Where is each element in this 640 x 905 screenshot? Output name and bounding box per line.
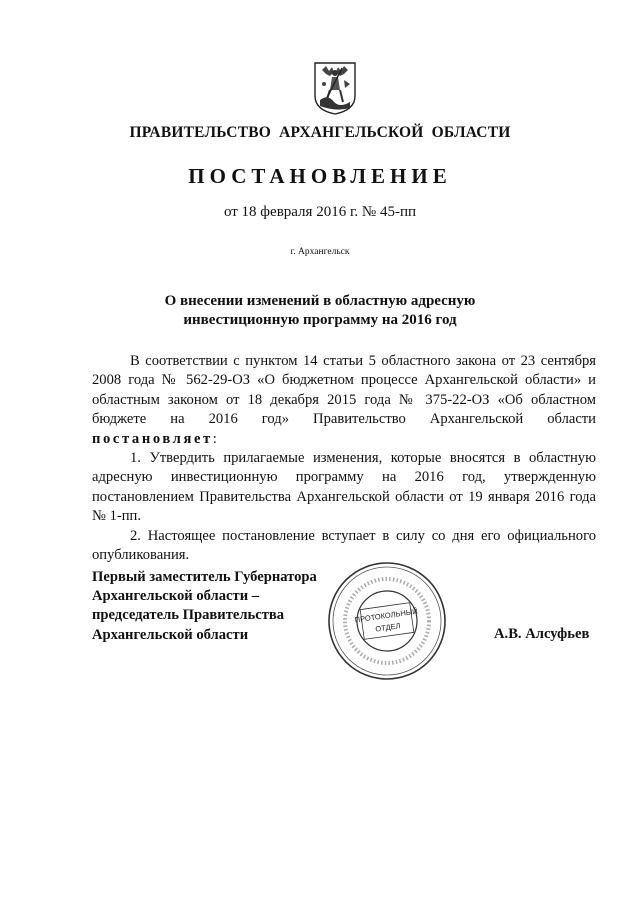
document-body — [92, 352, 596, 565]
document-subject — [0, 292, 640, 330]
paragraph-preamble — [92, 352, 596, 449]
signer-position-line: Первый заместитель Губернатора — [92, 569, 317, 585]
subject-line: О внесении изменений в областную адресную — [164, 293, 476, 309]
signer-position-line: Архангельской области – — [92, 588, 260, 605]
signer-name: А.В. Алсуфьев — [494, 626, 590, 642]
preamble-text: В соответствии с пунктом 14 статьи 5 областного закона от 23 сентября 2008 года № 562-29-ОЗ «О бюджетном процессе Архангельской области» и областным законом от 18 декабря 2015 года № 375-22-ОЗ «Об областном бюджете на 2016 год» Правительство Архангельской области — [92, 353, 596, 428]
preamble-colon: : — [212, 430, 217, 447]
signer-position — [92, 568, 317, 645]
city-label: г. Архангельск — [290, 247, 350, 257]
date-and-number: от 18 февраля 2016 г. № 45-пп — [223, 204, 417, 220]
paragraph-item-1: 1. Утвердить прилагаемые изменения, которые вносятся в областную адресную инвестиционную программу на 2016 год, утвержденную постановлением Правительства Архангельской области от 19 января 2016 года № 1-пп. — [92, 450, 596, 525]
stamp-text-line: ОТДЕЛ — [374, 621, 401, 634]
paragraph-item-2: 2. Настоящее постановление вступает в силу со дня его официального опубликования. — [92, 527, 596, 564]
stamp-text-line: ПРОТОКОЛЬНЫЙ — [354, 606, 419, 625]
signer-position-line: председатель Правительства — [92, 607, 285, 624]
decree-word: постановляет — [92, 430, 213, 447]
official-stamp — [326, 560, 448, 682]
signer-position-line: Архангельской области — [92, 626, 249, 643]
government-title: ПРАВИТЕЛЬСТВО АРХАНГЕЛЬСКОЙ ОБЛАСТИ — [129, 124, 511, 141]
subject-line: инвестиционную программу на 2016 год — [183, 312, 457, 328]
arkhangelsk-coat-of-arms-icon — [312, 60, 358, 116]
document-type-title: ПОСТАНОВЛЕНИЕ — [188, 164, 452, 188]
